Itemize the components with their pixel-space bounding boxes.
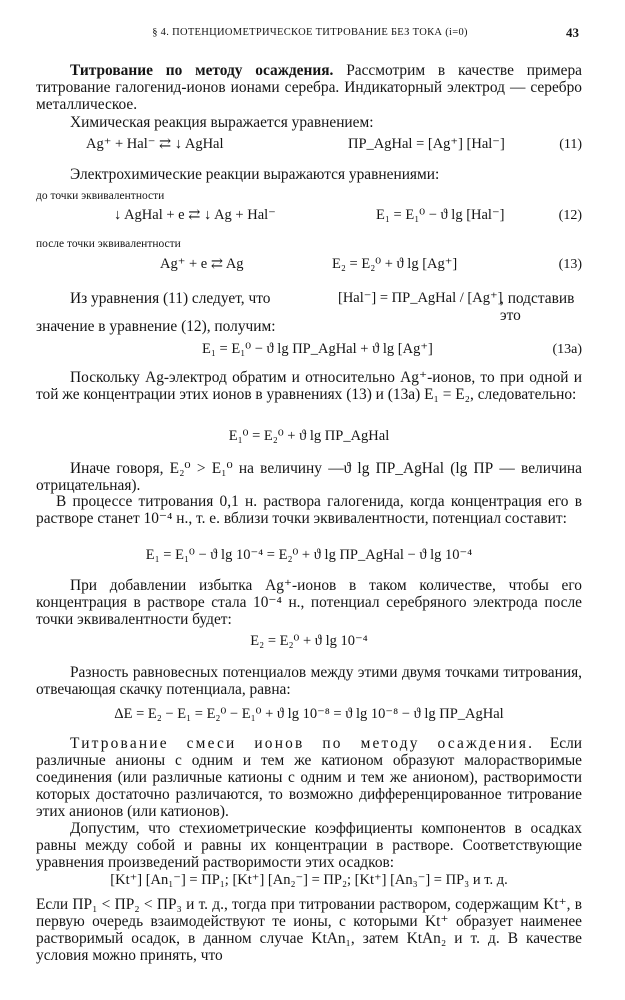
paragraph-chemical-reaction: Химическая реакция выражается уравнением:: [70, 114, 374, 131]
label-before-equivalence: до точки эквивалентности: [36, 190, 165, 202]
equation-12: [36, 207, 582, 225]
paragraph-mixture-titration: [36, 735, 582, 820]
equation-number: (12): [558, 208, 582, 223]
equation-near-equivalence: E₁ = E₁⁰ − ϑ lg 10⁻⁴ = E₂⁰ + ϑ lg ПР_AgHal − ϑ lg 10⁻⁴: [145, 547, 473, 563]
paragraph-text: Если различные анионы с одним и тем же катионом образуют малорастворимые соединения (или различные катионы с одним и тем же анионом), растворимости которых достаточно различаются, то возможно дифференцированное титрование этих анионов (или катионов).: [36, 735, 582, 820]
paragraph-titration-process: В процессе титрования 0,1 н. раствора галогенида, когда концентрация его в растворе станет 10⁻⁴ н., т. е. вблизи точки эквивалентности, потенциал составит:: [36, 493, 582, 527]
page-number: 43: [566, 25, 579, 40]
equation-standard-potentials: E₁⁰ = E₂⁰ + ϑ lg ПР_AgHal: [228, 428, 390, 444]
equation-delta-e: ΔE = E₂ − E₁ = E₂⁰ − E₁⁰ + ϑ lg 10⁻⁸ = ϑ lg 10⁻⁸ − ϑ lg ПР_AgHal: [114, 706, 504, 722]
equation-13a-body: E₁ = E₁⁰ − ϑ lg ПР_AgHal + ϑ lg [Ag⁺]: [202, 341, 433, 357]
section-heading-spaced: Титрование смеси ионов по методу осаждения.: [70, 735, 535, 752]
equation-11: [36, 136, 582, 154]
equation-13a: [36, 341, 582, 359]
paragraph-substitution-line2: значение в уравнение (12), получим:: [36, 318, 276, 335]
paragraph-in-other-words: Иначе говоря, E₂⁰ > E₁⁰ на величину —ϑ lg ПР_AgHal (lg ПР — величина отрицательная).: [36, 460, 582, 494]
equation-12-right: E₁ = E₁⁰ − ϑ lg [Hal⁻]: [376, 207, 505, 223]
equation-11-right: ПР_AgHal = [Ag⁺] [Hal⁻]: [348, 136, 505, 152]
paragraph-stoichiometry: Допустим, что стехиометрические коэффициенты компонентов в осадках равны между собой и равны их концентрации в растворе. Соответствующие уравнения произведений растворимости этих осадков:: [36, 820, 582, 871]
paragraph-solubility-order: Если ПР₁ < ПР₂ < ПР₃ и т. д., тогда при титровании раствором, содержащим Kt⁺, в первую очередь взаимодействуют те ионы, с которыми Kt⁺ образует наименее растворимый осадок, в данном случае KtAn₁, затем KtAn₂ и т. д. В качестве условия можно принять, что: [36, 896, 582, 964]
paragraph-reversible-electrode: Поскольку Ag-электрод обратим и относительно Ag⁺-ионов, то при одной и той же концентрации этих ионов в уравнениях (13) и (13a) E₁ = E₂, следовательно:: [36, 369, 582, 403]
paragraph-excess-silver: При добавлении избытка Ag⁺-ионов в таком количестве, чтобы его концентрация в растворе стала 10⁻⁴ н., потенциал серебряного электрода после точки эквивалентности будет:: [36, 577, 582, 628]
equation-11-left: Ag⁺ + Hal⁻ ⇄ ↓ AgHal: [86, 136, 224, 152]
paragraph-text: Рассмотрим в качестве примера титрование галогенид-ионов ионами серебра. Индикаторный электрод — серебро металлическое.: [36, 62, 582, 113]
paragraph-potential-jump: Разность равновесных потенциалов между этими двумя точками титрования, отвечающая скачку потенциала, равна:: [36, 664, 582, 698]
equation-number: (13): [558, 257, 582, 272]
paragraph-text: , подставив это: [500, 290, 575, 324]
paragraph-precipitation-intro: [36, 62, 582, 113]
equation-number: (11): [559, 137, 582, 152]
equation-number: (13a): [552, 342, 582, 357]
paragraph-text: Из уравнения (11) следует, что: [70, 290, 271, 307]
equation-13-right: E₂ = E₂⁰ + ϑ lg [Ag⁺]: [332, 256, 458, 272]
section-heading: Титрование по методу осаждения.: [70, 62, 334, 79]
equation-12-left: ↓ AgHal + e ⇄ ↓ Ag + Hal⁻: [114, 207, 276, 223]
equation-solubility-products: [Kt⁺] [An₁⁻] = ПР₁; [Kt⁺] [An₂⁻] = ПР₂; [Kt⁺] [An₃⁻] = ПР₃ и т. д.: [110, 872, 508, 888]
equation-after-equivalence: E₂ = E₂⁰ + ϑ lg 10⁻⁴: [250, 633, 368, 649]
running-header: § 4. ПОТЕНЦИОМЕТРИЧЕСКОЕ ТИТРОВАНИЕ БЕЗ ТОКА (i=0): [152, 27, 468, 38]
fraction-formula: [Hal⁻] = ПР_AgHal / [Ag⁺]: [338, 290, 503, 306]
paragraph-substitution: [36, 282, 582, 322]
equation-13-left: Ag⁺ + e ⇄ Ag: [160, 256, 244, 272]
label-after-equivalence: после точки эквивалентности: [36, 238, 181, 250]
equation-13: [36, 256, 582, 274]
paragraph-electrochemical: Электрохимические реакции выражаются уравнениями:: [70, 166, 440, 183]
